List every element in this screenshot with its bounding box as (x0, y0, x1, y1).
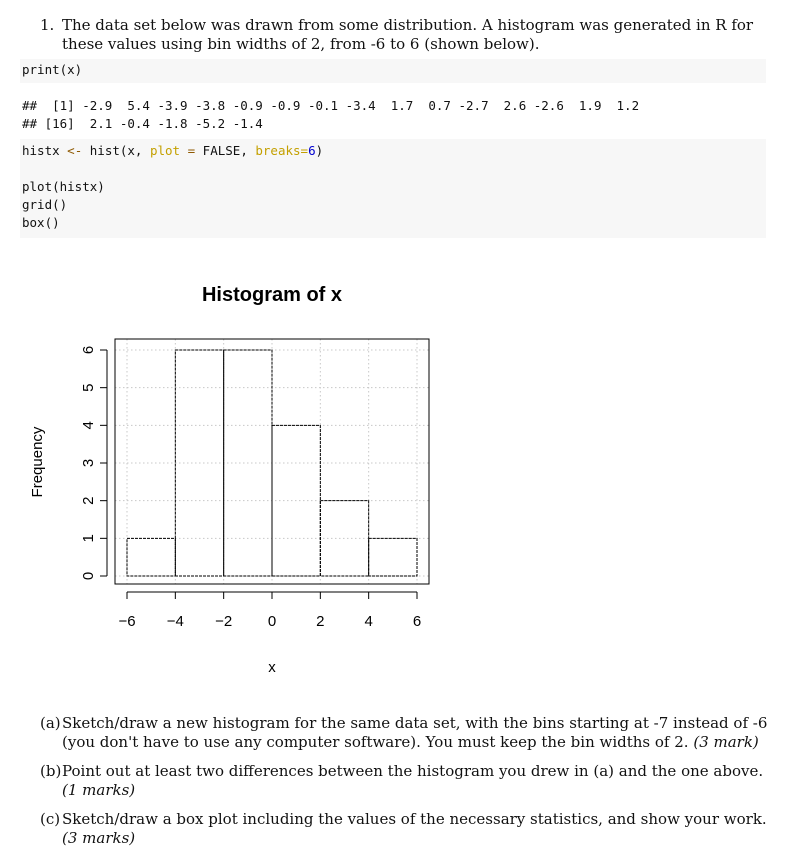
part-a-text: Sketch/draw a new histogram for the same data set, with the bins starting at -7 instead of -6 (you don't have to use any computer software). You must keep the bin widths of 2. (62, 714, 768, 751)
code-output (20, 97, 766, 133)
code-block-print (20, 59, 766, 83)
question-intro (40, 16, 768, 54)
part-c-marks: (3 marks) (62, 829, 136, 847)
x-axis-label: x (268, 659, 276, 676)
chart-title: Histogram of x (201, 284, 343, 306)
y-tick-label-2: 2 (80, 496, 97, 505)
x-tick-label-0: −6 (118, 613, 136, 630)
part-a-marks: (3 mark) (693, 733, 759, 751)
x-tick-label-5: 4 (364, 613, 373, 630)
y-tick-label-0: 0 (80, 571, 97, 581)
histogram-bar-5 (369, 538, 417, 576)
x-tick-label-1: −4 (166, 613, 184, 630)
question-parts (40, 714, 768, 858)
y-axis-label: Frequency (29, 426, 46, 498)
part-b: (b) Point out at least two differences between the histogram you drew in (a) and the one above. (1 marks) (40, 762, 764, 799)
code-print: print(x) (22, 62, 83, 77)
question-text: The data set below was drawn from some distribution. A histogram was generated in R for these values using bin widths of 2, from -6 to 6 (shown below). (62, 16, 754, 53)
code-box: box() (22, 215, 60, 230)
histogram-bar-0 (127, 538, 175, 576)
code-block-hist (20, 139, 766, 238)
code-hist: histx <- hist(x, plot = FALSE, breaks=6) (22, 143, 324, 158)
output-line-1: ## [1] -2.9 5.4 -3.9 -3.8 -0.9 -0.9 -0.1 -3.4 1.7 0.7 -2.7 2.6 -2.6 1.9 1.2 (22, 98, 640, 113)
part-a: (a) Sketch/draw a new histogram for the same data set, with the bins starting at -7 instead of -6 (you don't have to use any computer software). You must keep the bin widths of 2. (3 mark) (40, 714, 768, 751)
part-b-text: Point out at least two differences between the histogram you drew in (a) and the one above. (62, 762, 764, 780)
x-tick-label-2: −2 (215, 613, 233, 630)
x-tick-label-4: 2 (316, 613, 325, 630)
code-plot: plot(histx) (22, 179, 105, 194)
output-line-2: ## [16] 2.1 -0.4 -1.8 -5.2 -1.4 (22, 116, 263, 131)
y-tick-label-6: 6 (80, 345, 97, 355)
y-tick-label-3: 3 (80, 458, 97, 468)
question-number: 1. (40, 16, 55, 34)
y-tick-label-4: 4 (80, 421, 97, 430)
x-tick-label-6: 6 (412, 613, 422, 630)
part-c-text: Sketch/draw a box plot including the values of the necessary statistics, and show your work. (62, 810, 767, 828)
y-tick-label-5: 5 (80, 383, 97, 392)
code-grid: grid() (22, 197, 68, 212)
axes (80, 346, 421, 630)
part-b-marks: (1 marks) (62, 781, 136, 799)
y-tick-label-1: 1 (80, 534, 97, 543)
bars (127, 350, 417, 576)
x-tick-label-3: 0 (267, 613, 277, 630)
histogram-chart (0, 262, 788, 682)
part-c: (c) Sketch/draw a box plot including the values of the necessary statistics, and show your work. (3 marks) (40, 810, 767, 847)
